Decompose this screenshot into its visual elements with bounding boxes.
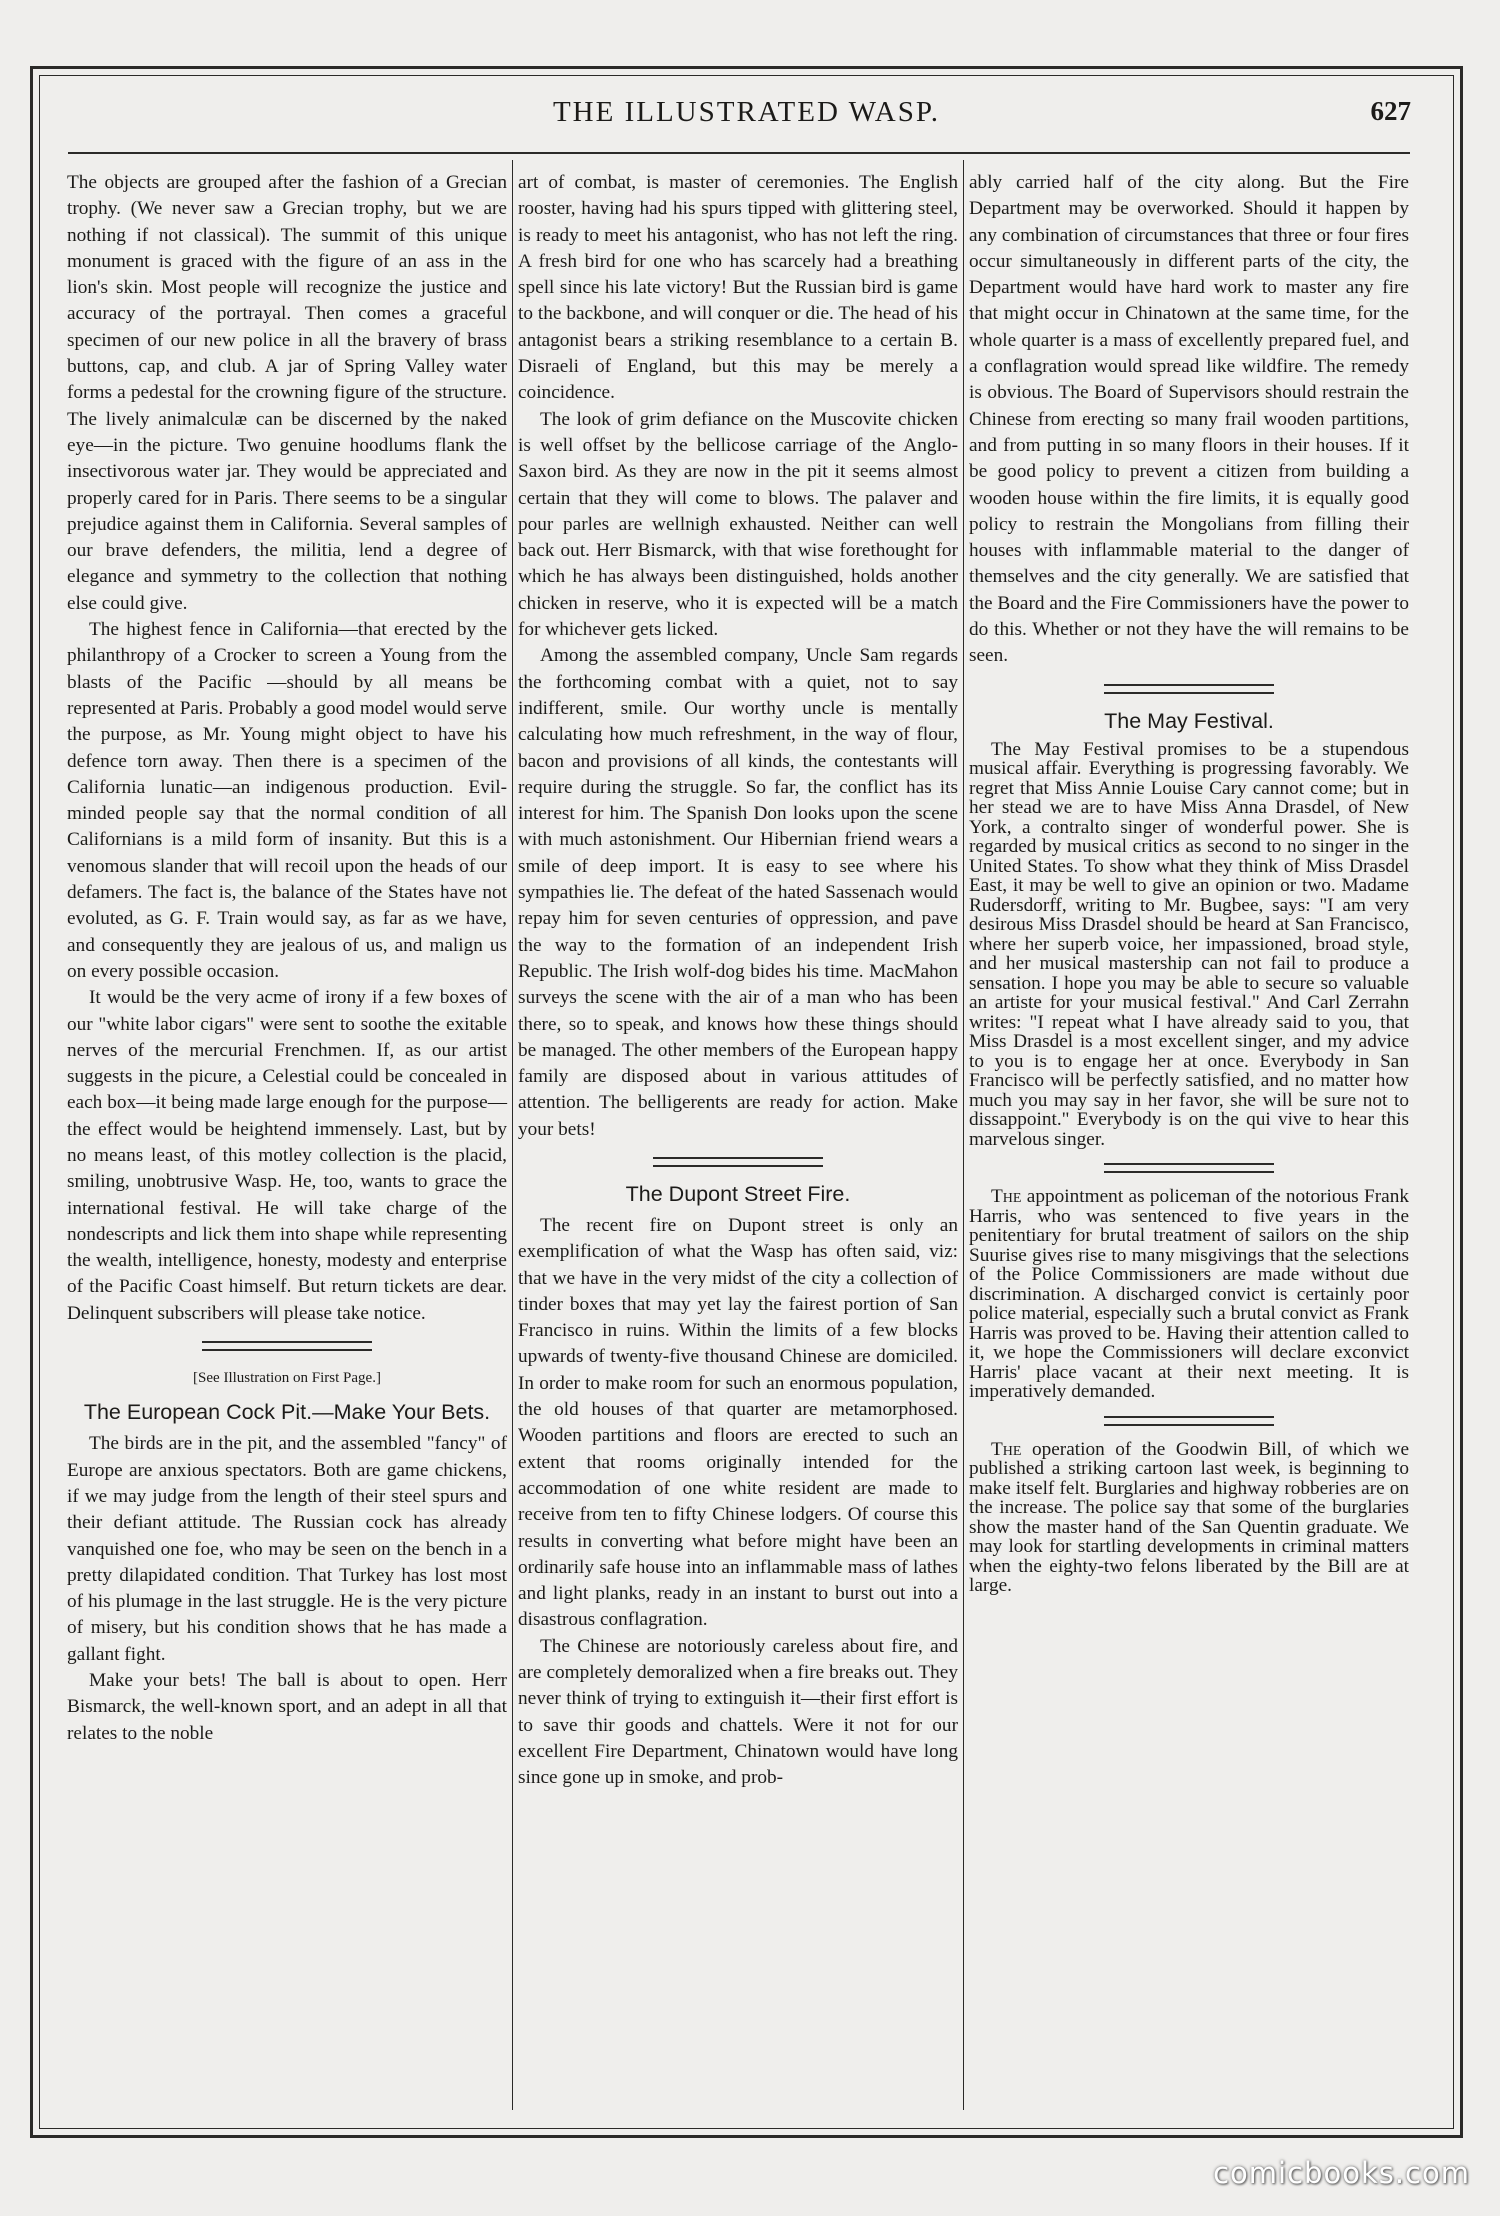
lead-word: The <box>991 1186 1022 1208</box>
article-title-may-festival: The May Festival. <box>1104 708 1274 733</box>
paragraph: Make your bets! The ball is about to open. Herr Bismarck, the well-known sport, and an adept in all that relates to the noble <box>67 1670 507 1744</box>
paragraph: The May Festival promises to be a stupendous musical affair. Everything is progressing favorably. We regret that Miss Annie Louise Cary cannot come; but in her stead we are to have Miss Anna Drasdel, of New York, a contralto singer of wonderful power. She is regarded by musical critics as second to no singer in the United States. To show what they think of Miss Drasdel East, it may be well to give an opinion or two. Madame Rudersdorff, writing to Mr. Bugbee, says: "I am very desirous Miss Drasdel should be heard at San Francisco, where her superb voice, her impassioned, broad style, and her musical mastership can not fail to produce a sensation. I hope you may be able to secure so valuable an artiste for your musical festival." And Carl Zerrahn writes: "I repeat what I have already said to you, that Miss Drasdel is a most excellent singer, and my advice to you is to engage her at once. Everybody in San Francisco will be perfectly satisfied, and no matter how much you may say in her favor, she will be sure not to dissappoint." Everybody is on the qui vive to hear this marvelous singer. <box>969 738 1409 1150</box>
illustration-note: [See Illustration on First Page.] <box>193 1370 381 1387</box>
paragraph: The objects are grouped after the fashion of a Grecian trophy. (We never saw a Grecian trophy, but we are nothing if not classical). The summit of this unique monument is graced with the figure of an ass in the lion's skin. Most people will recognize the justice and accuracy of the portrayal. Then comes a graceful specimen of our new police in all the bravery of brass buttons, cap, and club. A jar of Spring Valley water forms a pedestal for the crowning figure of the structure. The lively animalculæ can be discerned by the naked eye—in the picture. Two genuine hoodlums flank the insectivorous water jar. They would be appreciated and properly cared for in Paris. There seems to be a singular prejudice against them in California. Several samples of our brave defenders, the militia, lend a degree of elegance and symmetry to the collection that nothing else could give. <box>67 172 507 614</box>
paragraph: The highest fence in California—that erected by the philanthropy of a Crocker to screen a Young from the blasts of the Pacific —should by all means be represented at Paris. Probably a good model would serve the purpose, as Mr. Young might object to have his defence torn away. Then there is a specimen of the California lunatic—an indigenous production. Evil-minded people say that the normal condition of all Californians is a mild form of insanity. But this is a venomous slander that will recoil upon the heads of our defamers. The fact is, the balance of the States have not evoluted, as G. F. Train would say, as far as we have, and consequently they are jealous of us, and malign us on every possible occasion. <box>67 619 507 982</box>
paragraph-frank-harris <box>969 1187 1409 1402</box>
section-divider <box>653 1157 823 1167</box>
watermark: comicbooks.com <box>1213 2156 1470 2190</box>
section-divider <box>1104 1416 1274 1426</box>
paragraph-text: operation of the Goodwin Bill, of which we published a striking cartoon last week, is beginning to make itself felt. Burglaries and highway robberies are on the increase. The police say that some of the burglaries show the master hand of the San Quentin graduate. We may look for startling developments in criminal matters when the eighty-two felons liberated by the Bill are at large. <box>969 1438 1409 1597</box>
paragraph: It would be the very acme of irony if a few boxes of our "white labor cigars" were sent to soothe the exitable nerves of the mercurial Frenchmen. If, as our artist suggests in the picure, a Celestial could be concealed in each box—it being made large enough for the purpose—the effect would be heightend immensely. Last, but by no means least, of this motley collection is the placid, smiling, unobtrusive Wasp. He, too, wants to grace the international festival. He will take charge of the nondescripts and lick them into shape while representing the wealth, intelligence, honesty, modesty and enterprise of the Pacific Coast himself. But return tickets are dear. Delinquent subscribers will please take notice. <box>67 987 507 1324</box>
column-rule-1 <box>512 160 513 2110</box>
paragraph: Among the assembled company, Uncle Sam regards the forthcoming combat with a quiet, not to say indifferent, smile. Our worthy uncle is mentally calculating how much refreshment, in the way of flour, bacon and provisions of all kinds, the contestants will require during the struggle. So far, the conflict has its interest for him. The Spanish Don looks upon the scene with much astonishment. Our Hibernian friend wears a smile of deep import. It is easy to see where his sympathies lie. The defeat of the hated Sassenach would repay him for seven centuries of oppression, and pave the way to the formation of an independent Irish Republic. The Irish wolf-dog bides his time. MacMahon surveys the scene with the air of a man who has been there, so to speak, and knows how these things should be managed. The other members of the European happy family are disposed about in various attitudes of attention. The belligerents are ready for action. Make your bets! <box>518 645 958 1140</box>
column-3 <box>969 170 1409 1596</box>
section-divider <box>1104 684 1274 694</box>
lead-word: The <box>991 1438 1022 1460</box>
section-divider <box>202 1341 372 1351</box>
paragraph: art of combat, is master of ceremonies. The English rooster, having had his spurs tipped with glittering steel, is ready to meet his antagonist, who has not left the ring. A fresh bird for one who has scarcely had a breathing spell since his late victory! But the Russian bird is game to the backbone, and will conquer or die. The head of his antagonist bears a striking resemblance to a certain B. Disraeli of England, but this may be merely a coincidence. <box>518 172 958 404</box>
paragraph-goodwin-bill <box>969 1440 1409 1596</box>
column-2 <box>518 170 958 1792</box>
header-rule <box>68 152 1410 154</box>
column-1 <box>67 170 507 1747</box>
paragraph: The recent fire on Dupont street is only an exemplification of what the Wasp has often said, viz: that we have in the very midst of the city a collection of tinder boxes that may yet lay the fairest portion of San Francisco in ruins. Within the limits of a few blocks upwards of twenty-five thousand Chinese are domiciled. In order to make room for such an enormous population, the old houses of that quarter are metamorphosed. Wooden partitions and floors are erected to such an extent that rooms originally intended for the accommodation of one white resident are made to receive from ten to fifty Chinese lodgers. Of course this results in converting what before might have been an ordinarily safe house into an inflammable mass of lathes and light planks, ready in an instant to burst out into a disastrous conflagration. <box>518 1214 958 1631</box>
column-rule-2 <box>963 160 964 2110</box>
paragraph: The Chinese are notoriously careless about fire, and are completely demoralized when a fire breaks out. They never think of trying to extinguish it—their first effort is to save thir goods and chattels. Were it not for our excellent Fire Department, Chinatown would have long since gone up in smoke, and prob- <box>518 1635 958 1789</box>
section-divider <box>1104 1163 1274 1173</box>
paragraph: ably carried half of the city along. But the Fire Department may be overworked. Should it happen by any combination of circumstances that three or four fires occur simultaneously in different parts of the city, the Department would have hard work to master any fire that might occur in Chinatown at the same time, for the whole quarter is a mass of excellently prepared fuel, and a conflagration would spread like wildfire. The remedy is obvious. The Board of Supervisors should restrain the Chinese from erecting so many frail wooden partitions, and from putting in so many floors in their houses. If it be good policy to prevent a citizen from building a wooden house within the fire limits, it is equally good policy to restrain the Mongolians from filling their houses with inflammable material to the danger of themselves and the city generally. We are satisfied that the Board and the Fire Commissioners have the power to do this. Whether or not they have the will remains to be seen. <box>969 172 1409 667</box>
article-title-dupont-fire: The Dupont Street Fire. <box>625 1181 851 1206</box>
paragraph: The birds are in the pit, and the assembled "fancy" of Europe are anxious spectators. Both are game chickens, if we may judge from the length of their steel spurs and their defiant attitude. The Russian cock has already vanquished one foe, who may be seen on the bench in a pretty dilapidated condition. That Turkey has lost most of his plumage in the last struggle. He is the very picture of misery, but his condition shows that he has made a gallant fight. <box>67 1433 507 1665</box>
page-number: 627 <box>1370 96 1411 126</box>
paragraph-text: appointment as policeman of the notorious Frank Harris, who was sentenced to five years in the penitentiary for brutal treatment of sailors on the ship Suurise gives rise to many misgivings that the selections of the Police Commissioners are made without due discrimination. A discharged convict is certainly poor police material, especially such a brutal convict as Frank Harris was proved to be. Having their attention called to it, we hope the Commissioners will declare exconvict Harris' place vacant at their next meeting. It is imperatively demanded. <box>969 1186 1409 1403</box>
article-title-cock-pit: The European Cock Pit.—Make Your Bets. <box>83 1400 491 1425</box>
page-header <box>40 96 1453 140</box>
paragraph: The look of grim defiance on the Muscovite chicken is well offset by the bellicose carriage of the Anglo-Saxon bird. As they are now in the pit it seems almost certain that they will come to blows. The palaver and pour parles are wellnigh exhausted. Neither can well back out. Herr Bismarck, with that wise forethought for which he has always been distinguished, holds another chicken in reserve, who it is expected will be a match for whichever gets licked. <box>518 408 958 641</box>
publication-title: THE ILLUSTRATED WASP. <box>552 96 941 128</box>
